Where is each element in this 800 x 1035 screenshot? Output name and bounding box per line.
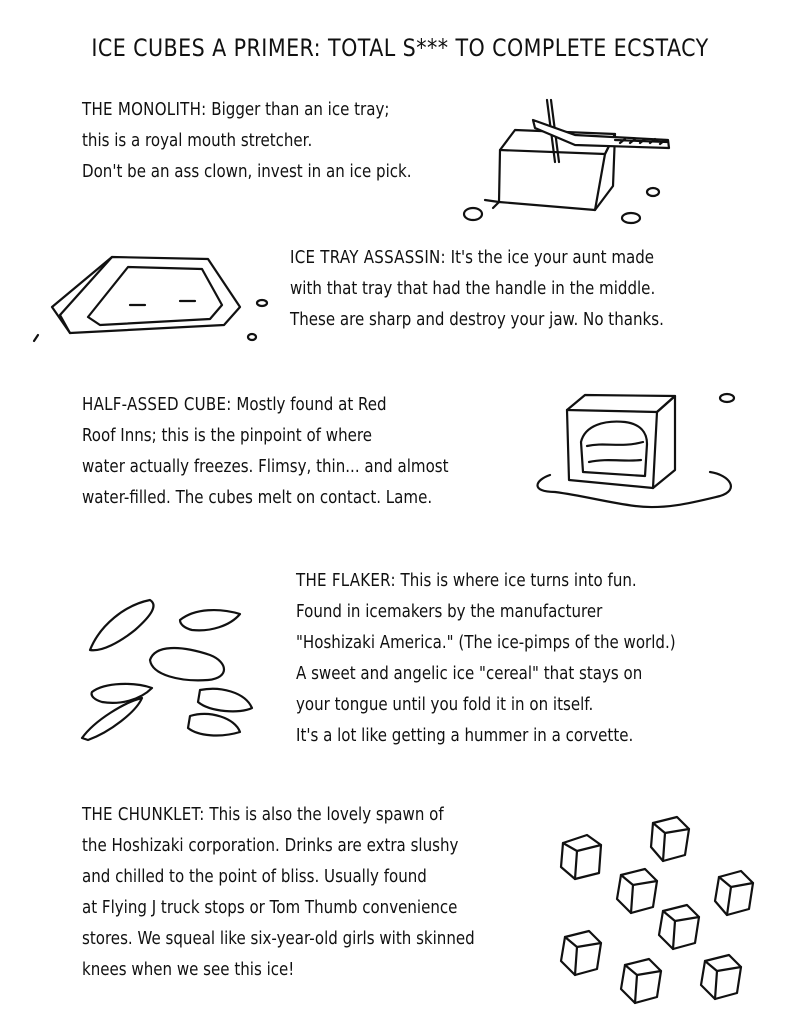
half-melted-cube-drawing — [525, 380, 755, 520]
section-line: with that tray that had the handle in the middle. — [290, 279, 656, 299]
section-heading: THE MONOLITH: — [82, 100, 207, 120]
monolith-ice-with-pick-drawing — [455, 90, 685, 230]
section-line: this is a royal mouth stretcher. — [82, 131, 313, 151]
section-line: ICE TRAY ASSASSIN: It's the ice your aunt made — [290, 248, 655, 268]
page-title: ICE CUBES A PRIMER: TOTAL S*** TO COMPLETE ECSTACY — [91, 34, 709, 62]
chunklet-ice-drawing — [555, 815, 775, 1015]
section-heading: THE FLAKER: — [296, 571, 396, 591]
section-line: "Hoshizaki America." (The ice-pimps of the world.) — [296, 633, 676, 653]
section-line: and chilled to the point of bliss. Usually found — [82, 867, 427, 887]
section-half-assed-cube — [82, 390, 449, 514]
section-line: water-filled. The cubes melt on contact. Lame. — [82, 488, 433, 508]
section-line: THE MONOLITH: Bigger than an ice tray; — [82, 100, 390, 120]
section-line: Don't be an ass clown, invest in an ice pick. — [82, 162, 412, 182]
section-line: stores. We squeal like six-year-old girls with skinned — [82, 929, 475, 949]
section-line: Roof Inns; this is the pinpoint of where — [82, 426, 372, 446]
section-ice-tray-assassin — [290, 243, 664, 336]
section-line: knees when we see this ice! — [82, 960, 295, 980]
section-line: THE CHUNKLET: This is also the lovely spawn of — [82, 805, 444, 825]
ice-flakes-drawing — [80, 590, 280, 750]
section-line: A sweet and angelic ice "cereal" that stays on — [296, 664, 643, 684]
section-chunklet — [82, 800, 475, 986]
section-heading: THE CHUNKLET: — [82, 805, 205, 825]
section-flaker — [296, 566, 676, 752]
section-line: the Hoshizaki corporation. Drinks are extra slushy — [82, 836, 459, 856]
section-line: HALF-ASSED CUBE: Mostly found at Red — [82, 395, 387, 415]
section-line: at Flying J truck stops or Tom Thumb convenience — [82, 898, 458, 918]
section-line: THE FLAKER: This is where ice turns into fun. — [296, 571, 637, 591]
section-line: water actually freezes. Flimsy, thin... and almost — [82, 457, 449, 477]
section-monolith — [82, 95, 412, 188]
ice-tray-cube-drawing — [30, 245, 280, 350]
section-heading: ICE TRAY ASSASSIN: — [290, 248, 446, 268]
section-line: Found in icemakers by the manufacturer — [296, 602, 603, 622]
section-line: It's a lot like getting a hummer in a corvette. — [296, 726, 634, 746]
section-heading: HALF-ASSED CUBE: — [82, 395, 232, 415]
section-line: These are sharp and destroy your jaw. No thanks. — [290, 310, 664, 330]
section-line: your tongue until you fold it in on itself. — [296, 695, 594, 715]
